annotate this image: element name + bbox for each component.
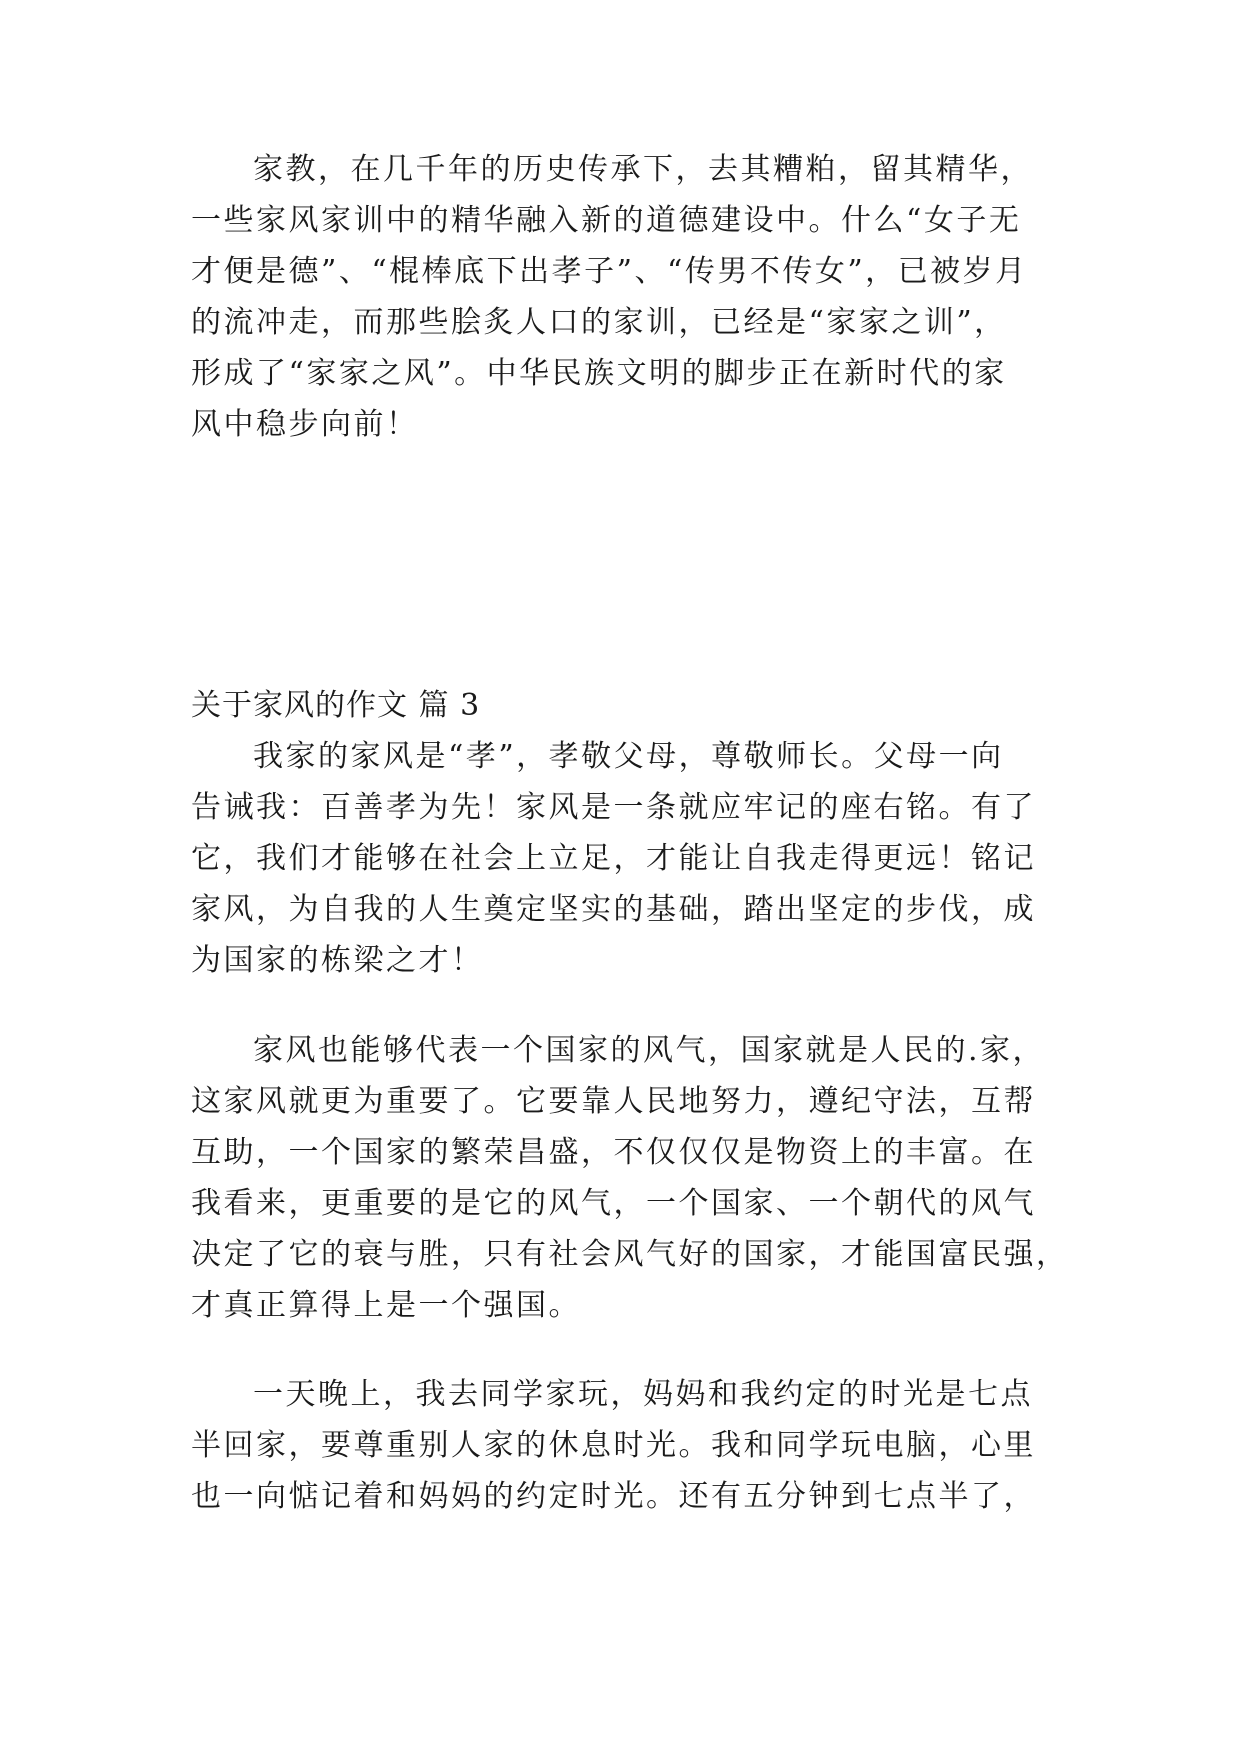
text-line: 才真正算得上是一个强国。 bbox=[191, 1288, 581, 1323]
text-line: 告诫我：百善孝为先！家风是一条就应牢记的座右铭。有了 bbox=[191, 790, 1036, 825]
text-line: 家风，为自我的人生奠定坚实的基础，踏出坚定的步伐，成 bbox=[191, 892, 1036, 927]
section-heading: 关于家风的作文 篇 3 bbox=[191, 688, 481, 723]
text-line: 形成了“家家之风”。中华民族文明的脚步正在新时代的家 bbox=[191, 356, 1007, 391]
text-line: 为国家的栋梁之才！ bbox=[191, 943, 484, 978]
text-line: 一些家风家训中的精华融入新的道德建设中。什么“女子无 bbox=[191, 203, 1022, 238]
text-line: 半回家，要尊重别人家的休息时光。我和同学玩电脑，心里 bbox=[191, 1428, 1036, 1463]
text-line: 它，我们才能够在社会上立足，才能让自我走得更远！铭记 bbox=[191, 841, 1036, 876]
text-line: 我家的家风是“孝”，孝敬父母，尊敬师长。父母一向 bbox=[253, 739, 1004, 774]
text-line: 家教，在几千年的历史传承下，去其糟粕，留其精华， bbox=[253, 152, 1033, 187]
text-line: 我看来，更重要的是它的风气，一个国家、一个朝代的风气 bbox=[191, 1186, 1036, 1221]
text-line: 的流冲走，而那些脍炙人口的家训，已经是“家家之训”， bbox=[191, 305, 1007, 340]
text-line: 决定了它的衰与胜，只有社会风气好的国家，才能国富民强， bbox=[191, 1237, 1069, 1272]
text-line: 家风也能够代表一个国家的风气，国家就是人民的.家， bbox=[253, 1033, 1046, 1068]
text-line: 才便是德”、“棍棒底下出孝子”、“传男不传女”，已被岁月 bbox=[191, 254, 1028, 289]
text-line: 互助，一个国家的繁荣昌盛，不仅仅仅是物资上的丰富。在 bbox=[191, 1135, 1036, 1170]
text-line: 一天晚上，我去同学家玩，妈妈和我约定的时光是七点 bbox=[253, 1377, 1033, 1412]
text-line: 也一向惦记着和妈妈的约定时光。还有五分钟到七点半了， bbox=[191, 1479, 1036, 1514]
text-line: 风中稳步向前！ bbox=[191, 407, 419, 442]
text-line: 这家风就更为重要了。它要靠人民地努力，遵纪守法，互帮 bbox=[191, 1084, 1036, 1119]
